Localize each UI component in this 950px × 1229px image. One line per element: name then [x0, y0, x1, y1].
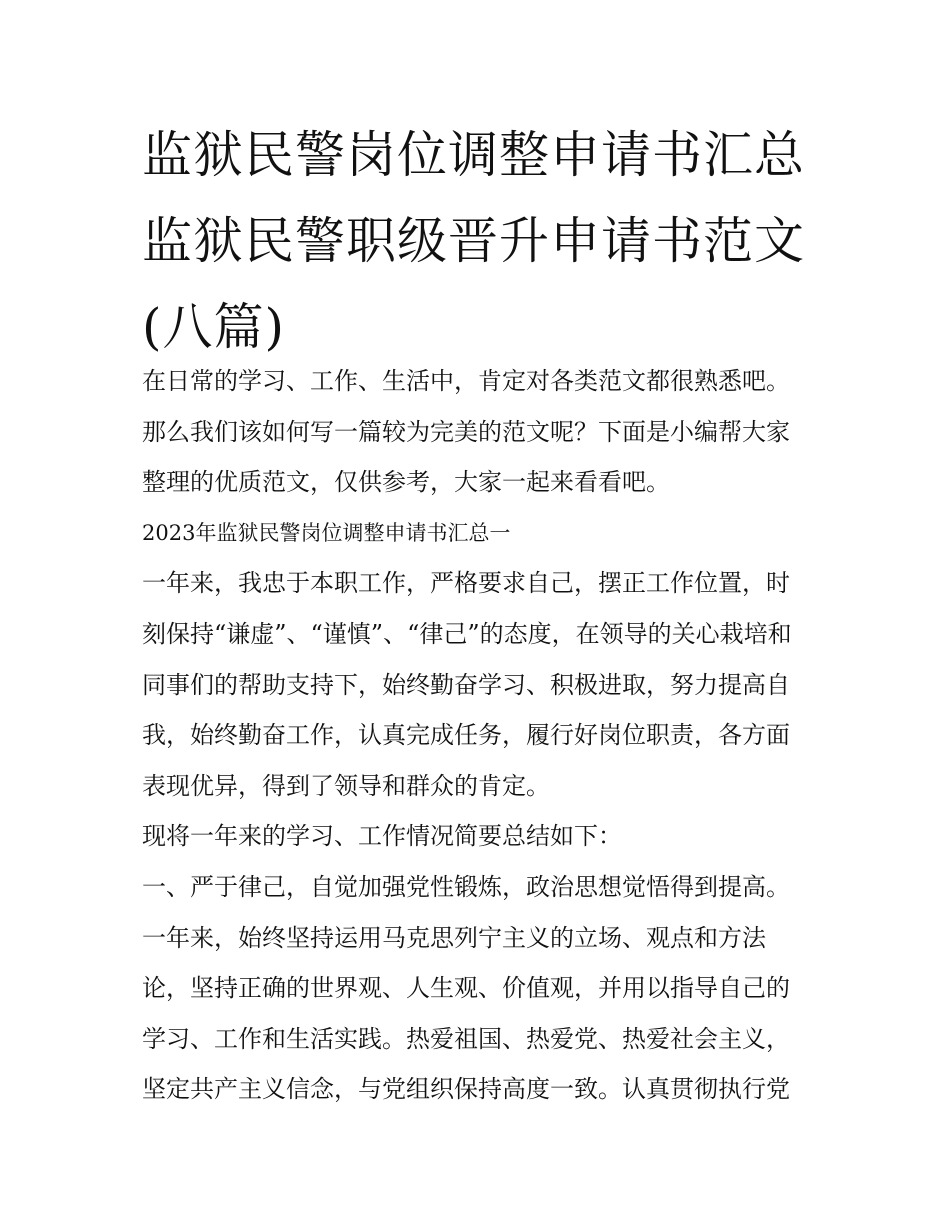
body-line: 论，坚持正确的世界观、人生观、价值观，并用以指导自己的 [142, 974, 790, 1003]
document-title [142, 112, 822, 370]
body-line: 表现优异，得到了领导和群众的肯定。 [142, 771, 550, 800]
body-line: 现将一年来的学习、工作情况简要总结如下： [142, 822, 622, 851]
body-line: 一年来，始终坚持运用马克思列宁主义的立场、观点和方法 [142, 923, 766, 952]
body-line: 刻保持“谦虚”、“谨慎”、“律己”的态度，在领导的关心栽培和 [142, 619, 792, 648]
body-line: 在日常的学习、工作、生活中，肯定对各类范文都很熟悉吧。 [142, 367, 790, 395]
title-line-3: (八篇) [142, 298, 286, 356]
body-line: 一、严于律己，自觉加强党性锻炼，政治思想觉悟得到提高。 [142, 872, 790, 901]
body-line: 学习、工作和生活实践。热爱祖国、热爱党、热爱社会主义， [142, 1024, 790, 1053]
body-line: 那么我们该如何写一篇较为完美的范文呢？下面是小编帮大家 [142, 417, 790, 446]
body-line: 同事们的帮助支持下，始终勤奋学习、积极进取，努力提高自 [142, 670, 790, 699]
body-line: 坚定共产主义信念，与党组织保持高度一致。认真贯彻执行党 [142, 1075, 790, 1104]
section-heading: 2023年监狱民警岗位调整申请书汇总一 [142, 520, 511, 545]
title-line-1: 监狱民警岗位调整申请书汇总 [142, 126, 805, 184]
body-line: 整理的优质范文，仅供参考，大家一起来看看吧。 [142, 468, 670, 497]
document-body [142, 356, 832, 1115]
body-line: 我，始终勤奋工作，认真完成任务，履行好岗位职责，各方面 [142, 721, 790, 750]
title-line-2: 监狱民警职级晋升申请书范文 [142, 212, 805, 270]
body-line: 一年来，我忠于本职工作，严格要求自己，摆正工作位置，时 [142, 569, 790, 598]
